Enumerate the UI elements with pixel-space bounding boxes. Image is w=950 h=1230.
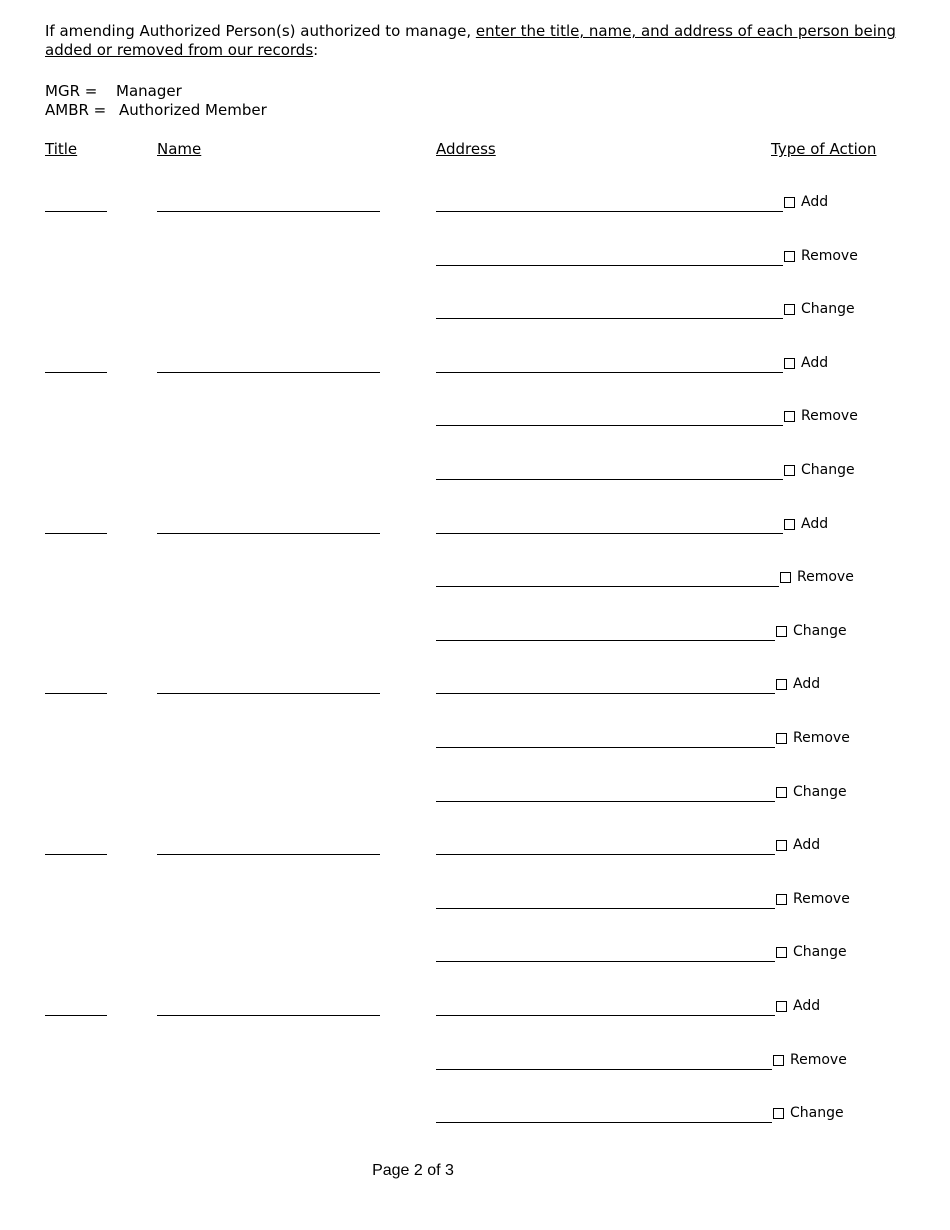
checkbox[interactable] bbox=[776, 679, 787, 690]
action-option-remove bbox=[784, 408, 858, 424]
action-label: Change bbox=[793, 784, 847, 800]
address-field[interactable] bbox=[436, 801, 775, 802]
action-label: Change bbox=[793, 623, 847, 639]
action-option-change bbox=[776, 784, 847, 800]
checkbox[interactable] bbox=[776, 626, 787, 637]
column-header-title: Title bbox=[45, 140, 78, 158]
address-field[interactable] bbox=[436, 1069, 772, 1070]
legend bbox=[45, 82, 267, 120]
address-field[interactable] bbox=[436, 265, 783, 266]
action-label: Remove bbox=[790, 1052, 847, 1068]
action-option-add bbox=[776, 998, 820, 1014]
action-label: Add bbox=[801, 355, 829, 371]
intro-prefix: If amending Authorized Person(s) authorized to manage, bbox=[45, 22, 476, 40]
address-field[interactable] bbox=[436, 1015, 775, 1016]
legend-abbr: MGR = bbox=[45, 82, 98, 100]
checkbox[interactable] bbox=[780, 572, 791, 583]
action-label: Change bbox=[790, 1105, 844, 1121]
action-option-remove bbox=[776, 730, 850, 746]
checkbox[interactable] bbox=[784, 411, 795, 422]
action-label: Add bbox=[801, 516, 829, 532]
action-label: Change bbox=[801, 462, 855, 478]
checkbox[interactable] bbox=[776, 787, 787, 798]
column-header-action: Type of Action bbox=[771, 140, 877, 158]
column-header-address: Address bbox=[436, 140, 496, 158]
checkbox[interactable] bbox=[776, 894, 787, 905]
checkbox[interactable] bbox=[784, 197, 795, 208]
checkbox[interactable] bbox=[776, 733, 787, 744]
checkbox[interactable] bbox=[776, 1001, 787, 1012]
address-field[interactable] bbox=[436, 479, 783, 480]
checkbox[interactable] bbox=[773, 1108, 784, 1119]
checkbox[interactable] bbox=[776, 840, 787, 851]
action-label: Add bbox=[793, 837, 821, 853]
title-field[interactable] bbox=[45, 372, 107, 373]
legend-meaning: Manager bbox=[116, 82, 182, 100]
action-label: Add bbox=[793, 998, 821, 1014]
name-field[interactable] bbox=[157, 693, 380, 694]
checkbox[interactable] bbox=[784, 251, 795, 262]
action-option-add bbox=[784, 194, 828, 210]
name-field[interactable] bbox=[157, 533, 380, 534]
action-option-change bbox=[776, 944, 847, 960]
address-field[interactable] bbox=[436, 533, 783, 534]
action-label: Remove bbox=[797, 569, 854, 585]
address-field[interactable] bbox=[436, 586, 779, 587]
address-field[interactable] bbox=[436, 211, 783, 212]
legend-meaning: Authorized Member bbox=[119, 101, 267, 119]
address-field[interactable] bbox=[436, 425, 783, 426]
name-field[interactable] bbox=[157, 372, 380, 373]
action-label: Add bbox=[793, 676, 821, 692]
name-field[interactable] bbox=[157, 1015, 380, 1016]
action-label: Change bbox=[801, 301, 855, 317]
checkbox[interactable] bbox=[773, 1055, 784, 1066]
address-field[interactable] bbox=[436, 908, 775, 909]
action-option-change bbox=[784, 462, 855, 478]
title-field[interactable] bbox=[45, 854, 107, 855]
title-field[interactable] bbox=[45, 1015, 107, 1016]
action-option-add bbox=[776, 837, 820, 853]
page-number: Page 2 of 3 bbox=[372, 1162, 454, 1179]
action-label: Add bbox=[801, 194, 829, 210]
name-field[interactable] bbox=[157, 211, 380, 212]
address-field[interactable] bbox=[436, 747, 775, 748]
address-field[interactable] bbox=[436, 640, 775, 641]
action-label: Remove bbox=[801, 248, 858, 264]
intro-suffix: : bbox=[313, 41, 319, 59]
checkbox[interactable] bbox=[784, 465, 795, 476]
action-option-remove bbox=[784, 248, 858, 264]
action-option-add bbox=[784, 516, 828, 532]
action-label: Change bbox=[793, 944, 847, 960]
title-field[interactable] bbox=[45, 533, 107, 534]
address-field[interactable] bbox=[436, 372, 783, 373]
legend-row-ambr bbox=[45, 101, 267, 120]
checkbox[interactable] bbox=[784, 519, 795, 530]
action-label: Remove bbox=[793, 730, 850, 746]
legend-abbr: AMBR = bbox=[45, 101, 107, 119]
checkbox[interactable] bbox=[776, 947, 787, 958]
action-option-remove bbox=[776, 891, 850, 907]
action-label: Remove bbox=[793, 891, 850, 907]
action-label: Remove bbox=[801, 408, 858, 424]
checkbox[interactable] bbox=[784, 304, 795, 315]
address-field[interactable] bbox=[436, 961, 775, 962]
address-field[interactable] bbox=[436, 318, 783, 319]
action-option-change bbox=[776, 623, 847, 639]
action-option-remove bbox=[780, 569, 854, 585]
title-field[interactable] bbox=[45, 211, 107, 212]
address-field[interactable] bbox=[436, 693, 775, 694]
action-option-add bbox=[776, 676, 820, 692]
action-option-add bbox=[784, 355, 828, 371]
column-header-name: Name bbox=[157, 140, 202, 158]
checkbox[interactable] bbox=[784, 358, 795, 369]
legend-row-mgr bbox=[45, 82, 267, 101]
address-field[interactable] bbox=[436, 1122, 772, 1123]
title-field[interactable] bbox=[45, 693, 107, 694]
intro-text bbox=[45, 22, 915, 60]
action-option-change bbox=[773, 1105, 844, 1121]
name-field[interactable] bbox=[157, 854, 380, 855]
address-field[interactable] bbox=[436, 854, 775, 855]
intro-underlined: enter the title, name, and address of each person being added or removed from our records bbox=[45, 22, 896, 59]
action-option-remove bbox=[773, 1052, 847, 1068]
action-option-change bbox=[784, 301, 855, 317]
